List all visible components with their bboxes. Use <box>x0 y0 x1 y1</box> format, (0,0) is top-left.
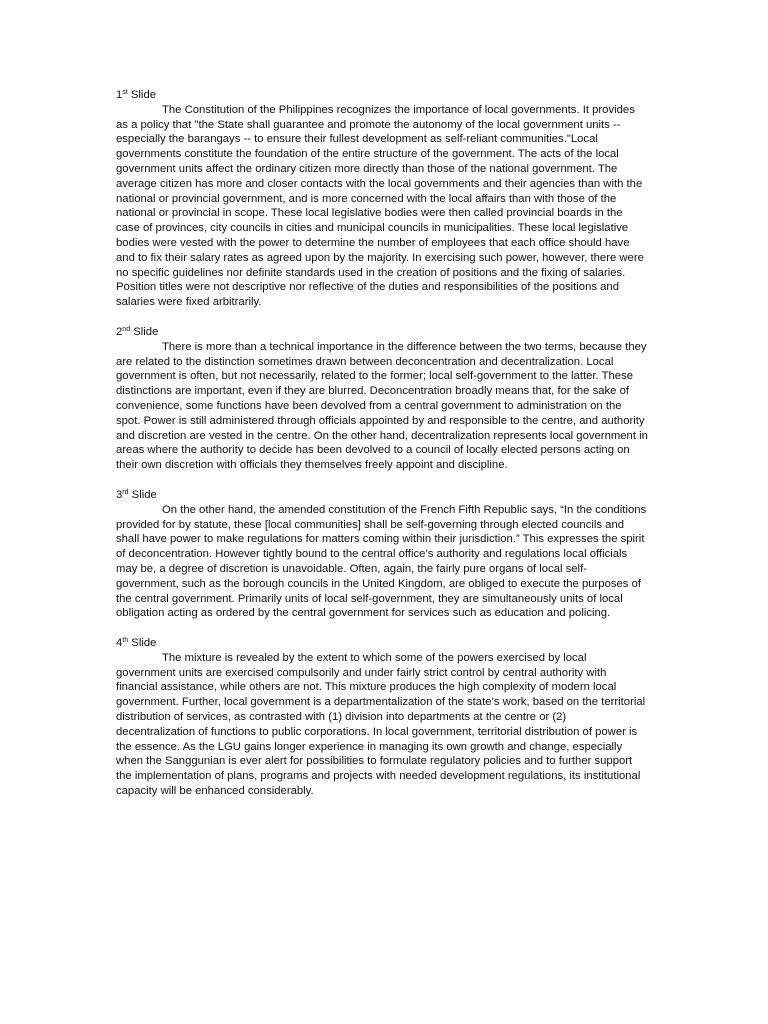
ordinal-suffix: st <box>122 89 128 96</box>
slide-paragraph: The Constitution of the Philippines recognizes the importance of local governments. It provides as a policy that "the State shall guarantee and promote the autonomy of the local government units -- especially the barangays -- to ensure their fullest development as self-reliant communities."Local governments constitute the foundation of the entire structure of the government. The acts of the local government units affect the ordinary citizen more directly than those of the national government. The average citizen has more and closer contacts with the local governments and their agencies than with the national or provincial government, and is more concerned with the local affairs than with those of the national or provincial in scope. These local legislative bodies were then called provincial boards in the case of provinces, city councils in cities and municipal councils in municipalities. These local legislative bodies were vested with the power to determine the number of employees that each office should have and to fix their salary rates as agreed upon by the majority. In exercising such power, however, there were no specific guidelines nor definite standards used in the creation of positions and the fixing of salaries. Position titles were not descriptive nor reflective of the duties and responsibilities of the positions and salaries were fixed arbitrarily. <box>116 103 644 309</box>
slide-number: 3 <box>116 488 123 501</box>
slide-heading <box>116 636 648 651</box>
slide-paragraph: The mixture is revealed by the extent to which some of the powers exercised by local government units are exercised compulsorily and under fairly strict control by central authority with financial assistance, while others are not. This mixture produces the high complexity of modern local government. Further, local government is a departmentalization of the state’s work, based on the territorial distribution of services, as contrasted with (1) division into departments at the centre or (2) decentralization of functions to public corporations. In local government, territorial distribution of power is the essence. As the LGU gains longer experience in managing its own growth and change, especially when the Sanggunian is ever alert for possibilities to formulate regulatory policies and to further support the implementation of plans, programs and projects with needed development regulations, its institutional capacity will be enhanced considerably. <box>116 651 646 798</box>
slide-section-1 <box>116 88 648 310</box>
ordinal-suffix: rd <box>122 488 129 496</box>
ordinal-suffix: th <box>122 637 129 645</box>
slide-heading <box>116 88 648 103</box>
slide-section-3 <box>116 488 648 621</box>
slide-section-4 <box>116 636 648 799</box>
slide-label: Slide <box>133 325 159 338</box>
slide-label: Slide <box>131 488 157 501</box>
slide-label: Slide <box>130 89 157 101</box>
slide-number: 2 <box>116 325 123 338</box>
slide-heading <box>116 325 648 340</box>
slide-number: 1 <box>116 89 123 101</box>
slide-paragraph: On the other hand, the amended constitution of the French Fifth Republic says, “In the conditions provided for by statute, these [local communities] shall be self-governing through elected councils and shall have power to make regulations for matters coming within their jurisdiction.” This expresses the spirit of deconcentration. However tightly bound to the central office’s authority and regulations local officials may be, a degree of discretion is unavoidable. Often, again, the fairly pure organs of local self-government, such as the borough councils in the United Kingdom, are obliged to execute the purposes of the central government. Primarily units of local self-government, they are simultaneously units of local obligation acting as ordered by the central government for services such as education and policing. <box>116 503 647 620</box>
ordinal-suffix: nd <box>122 325 131 333</box>
document-body <box>116 88 648 814</box>
slide-paragraph: There is more than a technical importance in the difference between the two terms, because they are related to the distinction sometimes drawn between deconcentration and decentralization. Local government is often, but not necessarily, related to the former; local self-government to the latter. These distinctions are important, even if they are blurred. Deconcentration broadly means that, for the sake of convenience, some functions have been devolved from a central government to administration on the spot. Power is still administered through officials appointed by and responsible to the centre, and authority and discretion are vested in the centre. On the other hand, decentralization represents local government in areas where the authority to decide has been devolved to a council of locally elected persons acting on their own discretion with officials they themselves freely appoint and discipline. <box>116 340 648 472</box>
slide-section-2 <box>116 325 648 473</box>
slide-label: Slide <box>131 637 157 650</box>
slide-heading <box>116 488 648 503</box>
slide-number: 4 <box>116 637 123 650</box>
